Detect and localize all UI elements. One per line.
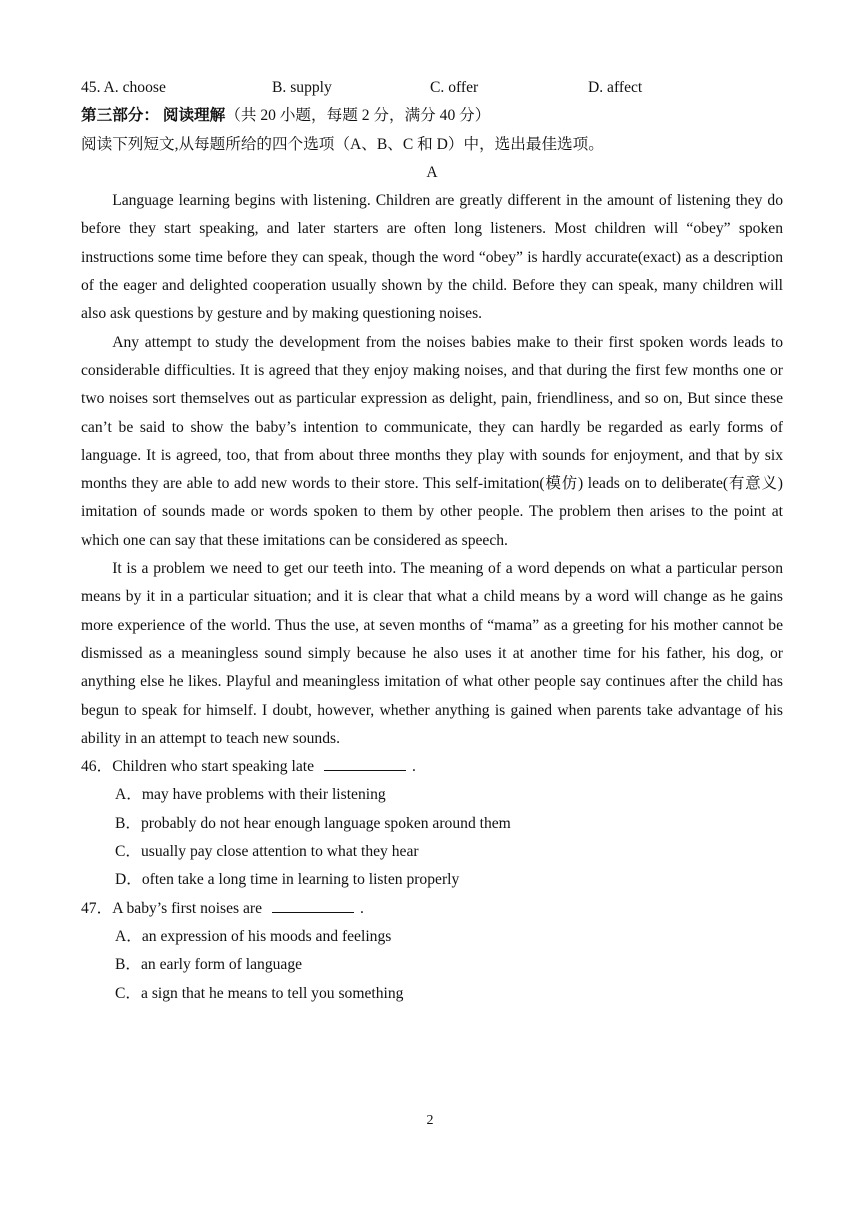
section-instruction: 阅读下列短文,从每题所给的四个选项（A、B、C 和 D）中，选出最佳选项。 [81,135,604,153]
question-47-choice-c: C．a sign that he means to tell you something [115,984,404,1002]
q45-option-a: 45. A. choose [81,79,166,96]
question-47-text: 47．A baby’s first noises are [81,899,263,917]
q45-option-d: D. affect [588,79,643,96]
question-46-choice-d: D．often take a long time in learning to listen properly [115,871,460,889]
section-heading [81,102,783,130]
page-content [81,74,783,1008]
question-46-choice-c: C．usually pay close attention to what they hear [115,843,419,861]
page-number: 2 [426,1113,434,1128]
question-45-options [81,74,783,102]
question-46-end: . [412,758,416,776]
section-info: （共 20 小题，每题 2 分，满分 40 分） [225,107,491,125]
question-47-choice-b: B．an early form of language [115,956,303,974]
answer-blank [272,898,354,913]
passage-paragraph-2: Any attempt to study the development from the noises babies make to their first spoken words leads to considerable difficulties. It is agreed that they enjoy making noises, and that during the first few months one or two noises sort themselves out as particular expression as delight, pain, friendliness, and so on, But since these can’t be said to show the baby’s intention to communicate, they can hardly be regarded as early forms of language. It is agreed, too, that from about three months they play with sounds for enjoyment, and that by six months they are able to add new words to their store. This self-imitation(模仿) leads on to deliberate(有意义) imitation of sounds made or words spoken to them by other people. The problem then arises to the point at which one can say that these imitations can be considered as speech. [81,333,783,549]
question-46-stem [81,753,783,781]
q45-option-c: C. offer [430,79,479,96]
passage-label: A [426,163,438,181]
question-47-choice-a: A．an expression of his moods and feelings [115,927,392,945]
question-46-choice-a: A．may have problems with their listening [115,786,386,804]
question-47-end: . [360,899,364,917]
question-46-text: 46．Children who start speaking late [81,758,314,776]
passage-paragraph-1: Language learning begins with listening. Children are greatly different in the amount of listening they do before they start speaking, and later starters are often long listeners. Most children will “obey” spoken instructions some time before they can speak, though the word “obey” is hardly accurate(exact) as a description of the eager and delighted cooperation usually shown by the child. Before they can speak, many children will also ask questions by gesture and by making questioning noises. [81,192,783,323]
q45-option-b: B. supply [272,79,332,96]
section-title: 第三部分： 阅读理解 [81,107,226,125]
question-46-choice-b: B．probably do not hear enough language spoken around them [115,814,511,832]
passage-paragraph-3: It is a problem we need to get our teeth into. The meaning of a word depends on what a particular person means by it in a particular situation; and it is clear that what a child means by a word will change as he gains more experience of the world. Thus the use, at seven months of “mama” as a greeting for his mother cannot be dismissed as a meaningless sound simply because he also uses it at another time for his father, his dog, or anything else he likes. Playful and meaningless imitation of what other people say continues after the child has begun to speak for himself. I doubt, however, whether anything is gained when parents take advantage of his ability in an attempt to teach new sounds. [81,560,783,747]
question-47-stem [81,895,783,923]
answer-blank [324,756,406,771]
